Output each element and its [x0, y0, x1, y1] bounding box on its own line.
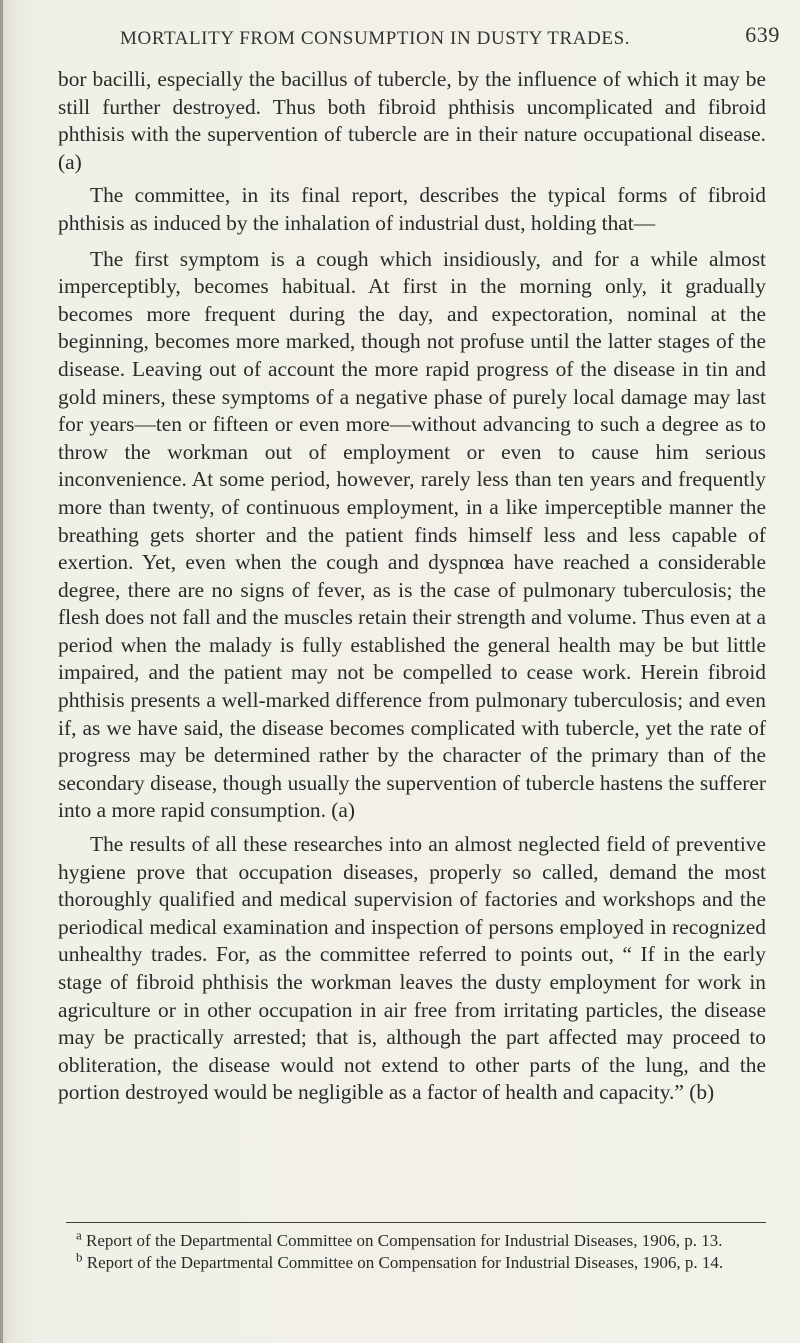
running-title: MORTALITY FROM CONSUMPTION IN DUSTY TRADES.	[120, 28, 631, 49]
footnote-rule	[66, 1222, 766, 1223]
footnote-text: Report of the Departmental Committee on Compensation for Industrial Diseases, 1906, p. 13.	[86, 1231, 723, 1250]
quoted-symptoms-passage: The first symptom is a cough which insidiously, and for a while almost imperceptibly, becomes habitual. At first in the morning only, it gradually becomes more frequent during the day, and expectoration, nominal at the beginning, becomes more marked, though not profuse until the latter stages of the disease. Leaving out of account the more rapid progress of the disease in tin and gold miners, these symptoms of a negative phase of purely local damage may last for years—ten or fifteen or even more—without advancing to such a degree as to throw the workman out of employment or even to cause him serious inconvenience. At some period, however, rarely less than ten years and frequently more than twenty, of continuous employment, in a like imperceptible manner the breathing gets shorter and the patient finds himself less and less capable of exertion. Yet, even when the cough and dyspnœa have reached a considerable degree, there are no signs of fever, as is the case of pulmonary tuberculosis; the flesh does not fall and the muscles retain their strength and volume. Thus even at a period when the malady is fully established the general health may be but little impaired, and the patient may not be compelled to cease work. Herein fibroid phthisis presents a well-marked difference from pulmonary tuberculosis; and even if, as we have said, the disease becomes complicated with tubercle, yet the rate of progress may be determined rather by the character of the primary than of the secondary disease, though usually the supervention of tubercle hastens the sufferer into a more rapid consumption. (a)	[58, 246, 766, 823]
page-number: 639	[745, 22, 780, 47]
paragraph-results: The results of all these researches into an almost neglected field of preventive hygiene prove that occupation diseases, properly so called, demand the most thoroughly qualified and medical supervision of factories and workshops and the periodical medical examination and inspection of persons employed in recognized unhealthy trades. For, as the committee referred to points out, “ If in the early stage of fibroid phthisis the workman leaves the dusty employment for work in agriculture or in other occupation in air free from irritating particles, the disease may be practically arrested; that is, although the part affected may proceed to obliteration, the disease would not extend to other parts of the lung, and the portion destroyed would be negligible as a factor of health and capacity.” (b)	[58, 832, 766, 1105]
paragraph-continued: bor bacilli, especially the bacillus of tubercle, by the influence of which it may be still further destroyed. Thus both fibroid phthisis uncomplicated and fibroid phthisis with the supervention of tubercle are in their nature occupational disease. (a)	[58, 67, 766, 174]
binding-gutter	[0, 0, 3, 1343]
main-text	[58, 66, 766, 1107]
footnote-mark: b	[76, 1249, 83, 1265]
paragraph-committee: The committee, in its final report, describes the typical forms of fibroid phthisis as induced by the inhalation of industrial dust, holding that—	[58, 183, 766, 235]
footnote-a	[58, 1227, 766, 1252]
footnote-b	[58, 1249, 766, 1274]
footnote-text: Report of the Departmental Committee on Compensation for Industrial Diseases, 1906, p. 14.	[86, 1253, 724, 1272]
footnote-mark: a	[76, 1227, 82, 1243]
footnotes	[58, 1227, 766, 1274]
